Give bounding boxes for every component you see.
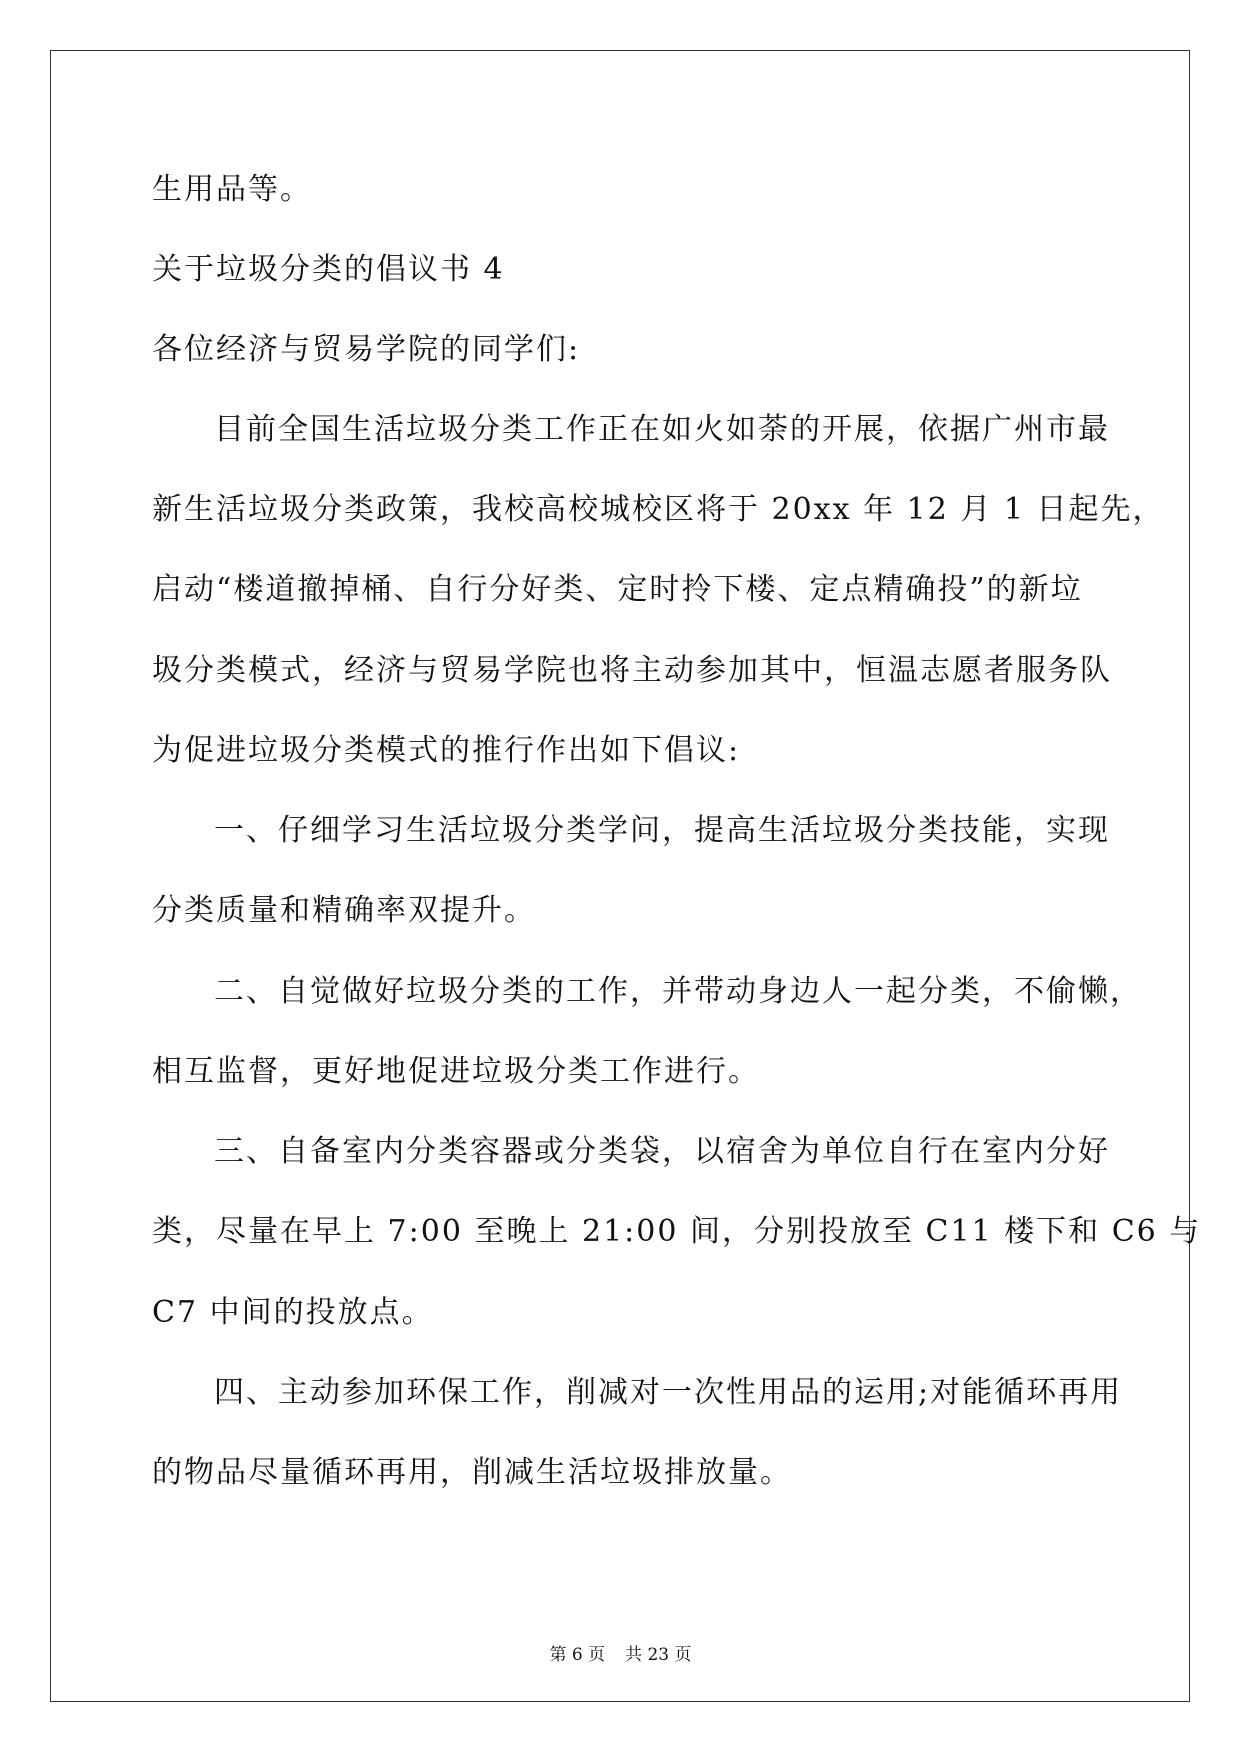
paragraph-line: 为促进垃圾分类模式的推行作出如下倡议: (152, 733, 741, 768)
paragraph-line: 三、自备室内分类容器或分类袋，以宿舍为单位自行在室内分好 (214, 1134, 1110, 1169)
page-number: 第 6 页 (549, 1645, 606, 1665)
paragraph-line: 四、主动参加环保工作，削减对一次性用品的运用;对能循环再用 (214, 1375, 1123, 1410)
paragraph-line: 的物品尽量循环再用，削减生活垃圾排放量。 (152, 1455, 792, 1490)
paragraph-line: 相互监督，更好地促进垃圾分类工作进行。 (152, 1054, 760, 1089)
paragraph-line: 类，尽量在早上 7:00 至晚上 21:00 间，分别投放至 C11 楼下和 C6 与 (152, 1214, 1202, 1249)
paragraph-line: 二、自觉做好垃圾分类的工作，并带动身边人一起分类，不偷懒， (214, 974, 1142, 1009)
paragraph-line: 分类质量和精确率双提升。 (152, 893, 536, 928)
paragraph-line: C7 中间的投放点。 (152, 1295, 434, 1330)
text-line: 生用品等。 (152, 172, 312, 207)
paragraph-line: 一、仔细学习生活垃圾分类学问，提高生活垃圾分类技能，实现 (214, 813, 1110, 848)
page-footer (0, 1640, 1241, 1665)
page-total: 共 23 页 (625, 1645, 692, 1665)
paragraph-line: 目前全国生活垃圾分类工作正在如火如荼的开展，依据广州市最 (214, 412, 1110, 447)
section-title: 关于垃圾分类的倡议书 4 (152, 252, 505, 287)
paragraph-line: 启动“楼道撤掉桶、自行分好类、定时拎下楼、定点精确投”的新垃 (152, 572, 1083, 607)
paragraph-line: 新生活垃圾分类政策，我校高校城校区将于 20xx 年 12 月 1 日起先， (152, 492, 1165, 527)
salutation: 各位经济与贸易学院的同学们: (152, 332, 581, 367)
paragraph-line: 圾分类模式，经济与贸易学院也将主动参加其中，恒温志愿者服务队 (152, 653, 1112, 688)
